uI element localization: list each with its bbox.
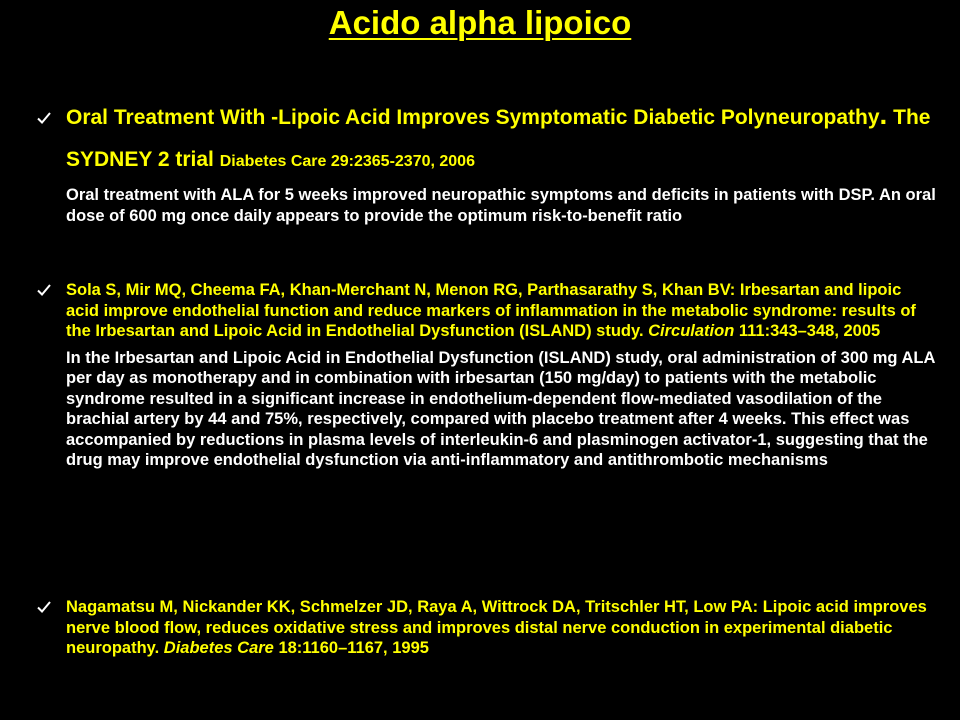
reference-summary: Oral treatment with ALA for 5 weeks improved neuropathic symptoms and deficits in patients with DSP. An oral dose of 600 mg once daily appears to provide the optimum risk-to-benefit ratio — [66, 186, 936, 225]
reference-trial: The SYDNEY 2 trial — [66, 106, 931, 171]
reference-journal: Diabetes Care 29:2365-2370, 2006 — [219, 153, 475, 170]
checkmark-icon — [36, 599, 54, 617]
reference-entry-2 — [36, 280, 936, 471]
reference-summary: In the Irbesartan and Lipoic Acid in Endothelial Dysfunction (ISLAND) study, oral administration of 300 mg ALA per day as monotherapy and in combination with irbesartan (150 mg/day) to patients with the metabolic syndrome resulted in a significant increase in endothelium-dependent flow-mediated vasodilation of the brachial artery by 44 and 75%, respectively, compared with placebo treatment after 4 weeks. This effect was accompanied by reductions in plasma levels of interleukin-6 and plasminogen activator-1, suggesting that the drug may improve endothelial dysfunction via anti-inflammatory and antithrombotic mechanisms — [66, 348, 935, 469]
reference-text: Nagamatsu M, Nickander KK, Schmelzer JD, Raya A, Wittrock DA, Tritschler HT, Low PA: Lipoic acid improves nerve blood flow, reduces oxidative stress and improves distal nerve conduction in experimental diabetic neuropathy. — [66, 598, 927, 657]
reference-entry-3 — [36, 597, 936, 659]
reference-journal-details: 18:1160–1167, 1995 — [273, 639, 429, 657]
reference-dot: . — [879, 99, 888, 130]
reference-journal-name: Diabetes Care — [163, 639, 274, 657]
slide-title: Acido alpha lipoico — [328, 4, 632, 41]
reference-journal-details: 111:343–348, 2005 — [734, 322, 881, 340]
reference-citation — [66, 94, 936, 183]
reference-citation — [66, 597, 936, 659]
reference-journal-name: Circulation — [648, 322, 735, 340]
reference-title: Oral Treatment With -Lipoic Acid Improves Symptomatic Diabetic Polyneuropathy — [66, 106, 880, 129]
checkmark-icon — [36, 282, 54, 300]
checkmark-icon — [36, 110, 54, 128]
reference-entry-1 — [36, 94, 936, 226]
reference-text: Sola S, Mir MQ, Cheema FA, Khan-Merchant N, Menon RG, Parthasarathy S, Khan BV: Irbesartan and lipoic acid improve endothelial function and reduce markers of inflammation in the metabolic syndrome: results of the Irbesartan and Lipoic Acid in Endothelial Dysfunction (ISLAND) study. — [66, 281, 916, 340]
reference-citation — [66, 280, 936, 342]
